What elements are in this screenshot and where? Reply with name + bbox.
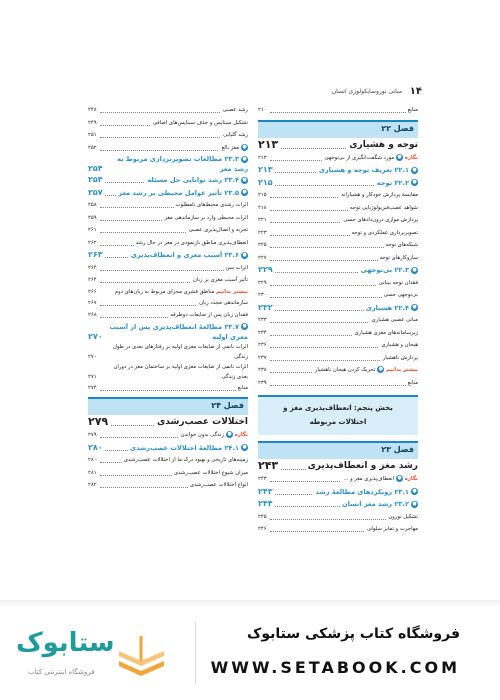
toc-section[interactable]: ●۲۳.۶ آسیب مغزی و انعطاف‌پذیری ۲۶۳ <box>88 249 248 262</box>
book-logo-icon <box>114 626 169 681</box>
store-logo[interactable] <box>14 618 184 688</box>
toc-entry[interactable]: منابع ۲۷۴ <box>88 382 248 395</box>
toc-entry[interactable]: میزان شیوع اختلالات عصب‌رشدی ۲۸۱ <box>88 467 248 480</box>
toc-entry[interactable]: پردازش ناهشیار ۲۳۷ <box>258 352 418 365</box>
part-heading: بخش پنجم: انعطاف‌پذیری مغز و اختلالات مربوطه <box>258 395 418 435</box>
page-number: ۱۴ <box>409 86 422 97</box>
store-website[interactable]: WWW.SETABOOK.COM <box>210 658 460 677</box>
feature-badge: بیشتر بدانیم <box>385 367 418 373</box>
toc-entry[interactable]: بی‌توجهی حسی ۲۳۰ <box>258 289 418 302</box>
toc-section[interactable]: ●۲۲.۳ بی‌توجهی ۲۲۹ <box>258 264 418 277</box>
toc-entry[interactable]: اثرات محیطی وارد بر سازماندهی مغز ۲۵۹ <box>88 212 248 225</box>
toc-entry[interactable]: اثرات نانمی از ضایعات مغزی اولیه بر ساختمان مغز در دوران بعدی زندگی ۲۷۱ <box>88 363 248 380</box>
toc-entry[interactable]: هیجان و هشیاری ۲۳۶ <box>258 339 418 352</box>
toc-entry[interactable]: سازوکارهای توجه ۲۲۷ <box>258 252 418 265</box>
toc-entry[interactable]: نگاره ●انعطاف‌پذیری مغز و ... ۲۴۳ <box>258 473 418 486</box>
toc-section[interactable]: ●۲۲.۴ هشیاری ۲۳۲ <box>258 302 418 315</box>
toc-section[interactable]: ●۲۳.۷ مطالعهٔ انعطاف‌پذیری پس از آسیب مغزی اولیه ۲۷۰ <box>88 322 248 341</box>
toc-section[interactable]: ●۲۲.۲ توجه ۲۱۵ <box>258 177 418 190</box>
section-icon: ● <box>412 266 417 273</box>
toc-entry[interactable]: زمینه‌های تاریخی و بهبود درک ما از اختلالات عصب‌رشدی ۲۸۰ <box>88 454 248 467</box>
toc-entry[interactable]: فقدان توجه بینایی ۲۲۹ <box>258 277 418 290</box>
logo-wordmark: ستابوک <box>16 628 115 658</box>
section-icon: ● <box>242 176 247 183</box>
section-icon: ● <box>412 304 417 310</box>
toc-entry[interactable]: پردازش موازی درون‌دادهای حسی ۲۲۱ <box>258 214 418 227</box>
toc-entry[interactable]: اثرات رشدی محیط‌های نامطلوب ۲۵۸ <box>88 199 248 212</box>
toc-left-column <box>88 104 248 492</box>
toc-section[interactable]: ●۲۳.۵ تأثیر عوامل محیطی بر رشد مغز ۲۵۷ <box>88 187 248 200</box>
toc-section[interactable]: ●۲۳.۳ مطالعات تصویربرداری مربوط به رشد مغز ۲۵۴ <box>88 155 248 173</box>
toc-entry[interactable]: انعطاف‌پذیری مناطق بازنمودی در مغز در حال رشد ۲۶۲ <box>88 237 248 250</box>
toc-entry[interactable]: بیشتر بدانیم مناطق قشری مجزای مربوط به زبان‌های دوم ۲۶۶ <box>88 288 248 295</box>
section-icon: ● <box>242 143 247 150</box>
toc-entry[interactable]: تأثیر آسیب مغزی بر زبان ۲۶۴ <box>88 274 248 287</box>
chapter-title[interactable]: رشد مغز و انعطاف‌پذیری ۲۴۳ <box>258 459 418 472</box>
toc-entry[interactable]: اثرات سن ۲۶۴ <box>88 262 248 275</box>
section-icon: ● <box>412 500 417 507</box>
section-icon: ● <box>227 431 232 437</box>
toc-entry[interactable]: زیرسامانه‌های مغزی هشیاری ۲۳۴ <box>258 327 418 340</box>
toc-section[interactable]: ●۲۳.۴ رشد توانایی حل مسئله ۲۵۴ <box>88 174 248 187</box>
feature-badge: نگاره <box>234 432 248 438</box>
toc-entry[interactable]: شبکه‌های توجه ۲۲۵ <box>258 239 418 252</box>
toc-right-column <box>258 104 418 536</box>
chapter-title[interactable]: اختلالات عصب‌رشدی ۲۷۹ <box>88 415 248 428</box>
toc-section[interactable]: ●۲۲.۱ تعریف توجه و هشیاری ۲۱۳ <box>258 164 418 177</box>
toc-entry[interactable]: منابع ۲۱۰ <box>258 104 418 117</box>
toc-entry[interactable]: سازماندهی مجدد زبان ۲۶۷ <box>88 297 248 310</box>
section-icon: ● <box>242 323 247 329</box>
toc-entry[interactable]: تشکیل نورون ۲۴۵ <box>258 511 418 524</box>
toc-entry[interactable]: ●مغز بالغ ۲۵۲ <box>88 142 248 155</box>
running-title: مبانی نوروسایکولوژی انسان <box>331 88 402 95</box>
feature-badge: نگاره <box>404 476 418 482</box>
section-icon: ● <box>242 444 247 450</box>
section-icon: ● <box>412 488 417 494</box>
section-icon: ● <box>242 251 247 258</box>
feature-badge: نگاره <box>404 154 418 161</box>
store-name: فروشگاه کتاب پزشکی ستابوک <box>247 626 460 642</box>
toc-entry[interactable]: مقایسهٔ پردازش خودکار و هشیارانه ۲۱۵ <box>258 189 418 202</box>
toc-entry[interactable]: فقدان زبان پس از ضایعات دوطرفه ۲۶۸ <box>88 309 248 322</box>
logo-subtitle: فروشگاه اینترنتی کتاب <box>28 668 95 676</box>
toc-entry[interactable]: مهاجرت و تمایز سلولی ۲۴۶ <box>258 523 418 536</box>
toc-entry[interactable]: تصویربرداری عملکردی و توجه ۲۲۳ <box>258 227 418 240</box>
section-icon: ● <box>397 153 402 160</box>
toc-entry[interactable]: تجربه و اتصال‌پذیری عصبی ۲۶۱ <box>88 224 248 237</box>
section-icon: ● <box>378 366 383 372</box>
section-icon: ● <box>412 166 417 173</box>
toc-entry[interactable]: نگاره ●زندگی بدون خواندن ۲۷۹ <box>88 429 248 442</box>
toc-entry[interactable]: اثرات نانمی از ضایعات مغزی اولیه بر رفتارهای بعدی در طول زندگی ۲۷۰ <box>88 343 248 360</box>
toc-entry[interactable]: نگاره ●مورد شگفت‌انگیزی از بی‌توجهی ۲۱۳ <box>258 152 418 165</box>
section-icon: ● <box>412 179 417 185</box>
toc-entry[interactable]: منابع ۲۳۹ <box>258 377 418 390</box>
toc-entry[interactable]: بیشتر بدانیم ●تحریک کردن هیجان ناهشیار ۲۳۸ <box>258 364 418 377</box>
store-footer <box>0 606 500 700</box>
toc-section[interactable]: ●۲۴.۱ مطالعهٔ اختلالات عصب‌رشدی ۲۸۰ <box>88 442 248 455</box>
toc-entry[interactable]: انواع اختلالات عصب‌رشدی ۲۸۲ <box>88 479 248 492</box>
footer-divider <box>195 622 196 684</box>
feature-badge: بیشتر بدانیم <box>215 288 248 295</box>
toc-entry[interactable]: شواهد عصب‌فیزیولوژیایی توجه ۲۱۸ <box>258 202 418 215</box>
toc-entry[interactable]: رشد عصبی ۲۴۸ <box>88 104 248 117</box>
toc-section[interactable]: ●۲۳.۱ رویکردهای مطالعهٔ رشد ۲۴۳ <box>258 486 418 499</box>
section-icon: ● <box>397 475 402 481</box>
chapter-heading-22: فصل ۲۲ <box>258 120 418 138</box>
chapter-title[interactable]: توجه و هشیاری ۲۱۳ <box>258 137 418 151</box>
page-header <box>0 86 500 104</box>
toc-entry[interactable]: رشد گلیایی ۲۵۱ <box>88 129 248 142</box>
section-icon: ● <box>242 189 247 195</box>
chapter-heading-23: فصل ۲۳ <box>258 441 418 459</box>
toc-entry[interactable]: مبانی عصبی هشیاری ۲۳۳ <box>258 314 418 327</box>
section-icon: ● <box>242 155 247 162</box>
chapter-heading-24: فصل ۲۴ <box>88 397 248 415</box>
toc-entry[interactable]: تشکیل سیناپس و حذف سیناپس‌های اضافی ۲۴۹ <box>88 117 248 130</box>
toc-section[interactable]: ●۲۳.۲ رشد مغز انسان ۲۴۴ <box>258 498 418 511</box>
